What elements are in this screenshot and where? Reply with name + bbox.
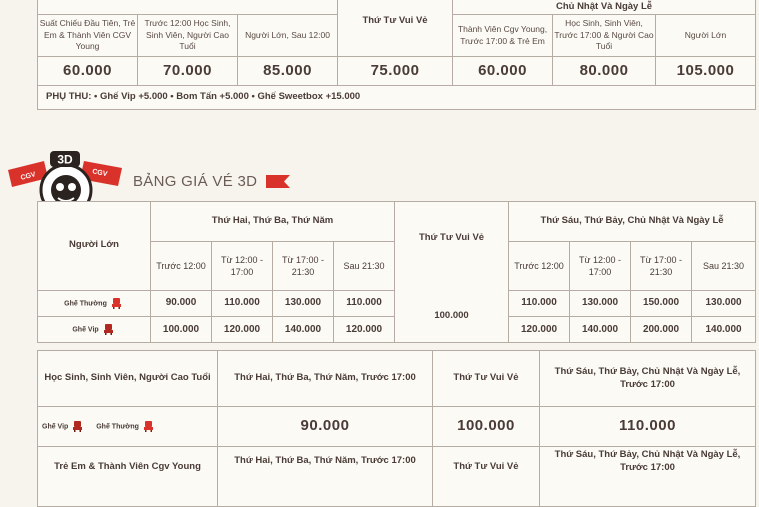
seat-label: Ghế Thường (64, 300, 107, 308)
price-cell: 85.000 (238, 57, 338, 86)
sub-header: Người Lớn (656, 15, 756, 57)
chair-icon (144, 421, 153, 432)
price-cell: 150.000 (631, 290, 692, 316)
time-slot: Từ 12:00 - 17:00 (212, 242, 273, 290)
price-cell: 105.000 (656, 57, 756, 86)
price-cell: 90.000 (151, 290, 212, 316)
price-table-3d-concession (37, 350, 756, 507)
group2-label: Trẻ Em & Thành Viên Cgv Young (38, 447, 218, 507)
group1-weekend: Thứ Sáu, Thứ Bảy, Chủ Nhật Và Ngày Lễ, Trước 17:00 (540, 351, 756, 407)
wednesday-header (395, 202, 509, 343)
weekday-group-header (38, 0, 338, 15)
price-cell: 60.000 (38, 57, 138, 86)
seat-normal-label: Ghế Thường (96, 423, 139, 431)
price-cell: 120.000 (334, 316, 395, 342)
seat-type-normal (38, 290, 151, 316)
price-cell: 130.000 (570, 290, 631, 316)
price-table-3d-adult (37, 201, 756, 343)
3d-badge-text: 3D (57, 152, 73, 167)
chair-icon (104, 324, 113, 335)
sub-header: Người Lớn, Sau 12:00 (238, 15, 338, 57)
price-cell: 120.000 (212, 316, 273, 342)
price-cell: 80.000 (553, 57, 656, 86)
seat-types (38, 407, 218, 447)
group1-weekday: Thứ Hai, Thứ Ba, Thứ Năm, Trước 17:00 (218, 351, 433, 407)
weekend-header: Chủ Nhật Và Ngày Lễ (453, 0, 756, 15)
group2-weekday: Thứ Hai, Thứ Ba, Thứ Năm, Trước 17:00 (218, 447, 433, 507)
wednesday-header: Thứ Tư Vui Vẻ (338, 0, 453, 57)
time-slot: Sau 21:30 (334, 242, 395, 290)
group2-wednesday: Thứ Tư Vui Vẻ (433, 447, 540, 507)
group2-weekend: Thứ Sáu, Thứ Bảy, Chủ Nhật Và Ngày Lễ, Trước 17:00 (540, 447, 756, 507)
price-cell: 100.000 (433, 407, 540, 447)
weekday-header: Thứ Hai, Thứ Ba, Thứ Năm (151, 202, 395, 242)
price-cell: 200.000 (631, 316, 692, 342)
price-cell: 110.000 (540, 407, 756, 447)
chair-icon (112, 298, 121, 309)
time-slot: Sau 21:30 (692, 242, 756, 290)
group1-label: Học Sinh, Sinh Viên, Người Cao Tuổi (38, 351, 218, 407)
wednesday-label: Thứ Tư Vui Vẻ (418, 232, 485, 243)
time-slot: Trước 12:00 (151, 242, 212, 290)
price-table-2d (37, 0, 756, 110)
seat-vip-label: Ghế Vip (42, 423, 69, 431)
red-flag-icon (266, 175, 290, 188)
sub-header: Suất Chiếu Đầu Tiên, Trẻ Em & Thành Viên CGV Young (38, 15, 138, 57)
sub-header: Trước 12:00 Học Sinh, Sinh Viên, Người Cao Tuổi (138, 15, 238, 57)
price-cell: 75.000 (338, 57, 453, 86)
price-cell: 60.000 (453, 57, 553, 86)
price-cell: 130.000 (692, 290, 756, 316)
price-cell: 140.000 (273, 316, 334, 342)
cgv-right-text: CGV (91, 168, 108, 179)
group1-wednesday: Thứ Tư Vui Vẻ (433, 351, 540, 407)
time-slot: Từ 17:00 - 21:30 (631, 242, 692, 290)
price-cell: 140.000 (570, 316, 631, 342)
time-slot: Từ 12:00 - 17:00 (570, 242, 631, 290)
price-cell: 110.000 (334, 290, 395, 316)
price-cell: 70.000 (138, 57, 238, 86)
price-cell: 120.000 (509, 316, 570, 342)
cgv-left-text: CGV (19, 171, 37, 182)
time-slot: Từ 17:00 - 21:30 (273, 242, 334, 290)
price-cell: 100.000 (151, 316, 212, 342)
chair-icon (73, 421, 82, 432)
seat-label: Ghế Vip (72, 326, 99, 334)
time-slot: Trước 12:00 (509, 242, 570, 290)
sub-header: Thành Viên Cgv Young, Trước 17:00 & Trẻ Em (453, 15, 553, 57)
seat-type-vip (38, 316, 151, 342)
adult-label: Người Lớn (38, 202, 151, 291)
page-title: BẢNG GIÁ VÉ 3D (133, 173, 258, 190)
price-cell: 110.000 (212, 290, 273, 316)
price-cell: 90.000 (218, 407, 433, 447)
wednesday-price: 100.000 (434, 310, 469, 321)
price-cell: 140.000 (692, 316, 756, 342)
weekend-header: Thứ Sáu, Thứ Bảy, Chủ Nhật Và Ngày Lễ (509, 202, 756, 242)
price-cell: 130.000 (273, 290, 334, 316)
price-cell: 110.000 (509, 290, 570, 316)
surcharge-note: PHỤ THU: • Ghế Vip +5.000 • Bom Tấn +5.000 • Ghế Sweetbox +15.000 (38, 86, 756, 110)
sub-header: Học Sinh, Sinh Viên, Trước 17:00 & Người Cao Tuổi (553, 15, 656, 57)
